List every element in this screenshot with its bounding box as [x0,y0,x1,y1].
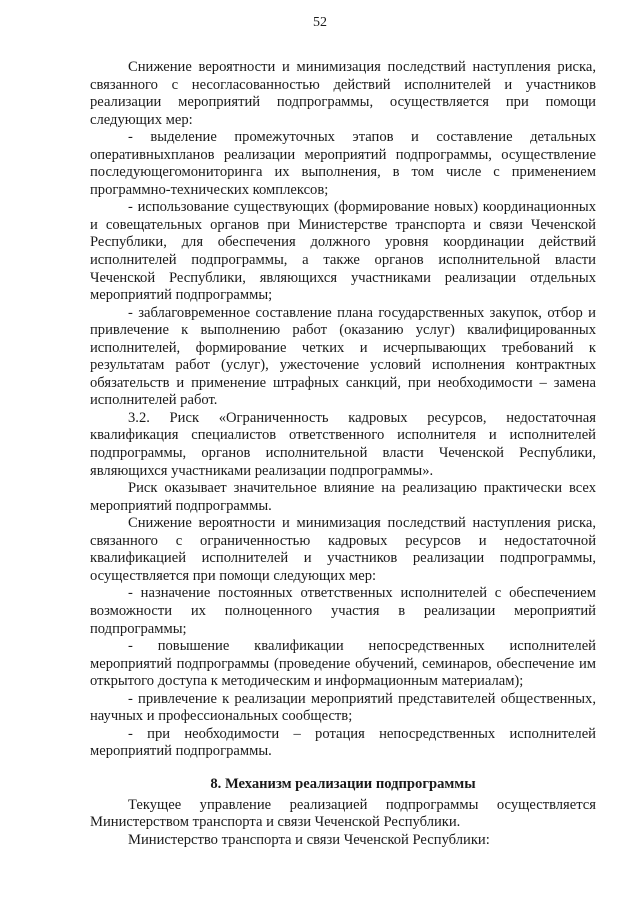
list-item: - выделение промежуточных этапов и составление детальных оперативныхпланов реализации мероприятий подпрограммы, осуществление последующегомониторинга их выполнения, в том числе с применением программно-технических комплексов; [90,129,596,198]
paragraph: Снижение вероятности и минимизация последствий наступления риска, связанного с несогласованностью действий исполнителей и участников реализации мероприятий подпрограммы, осуществляется при помощи следующих мер: [90,59,596,128]
paragraph: Риск оказывает значительное влияние на реализацию практически всех мероприятий подпрограммы. [90,480,596,514]
page-number: 52 [313,15,327,30]
list-item: - назначение постоянных ответственных исполнителей с обеспечением возможности их полноценного участия в реализации мероприятий подпрограммы; [90,585,596,637]
paragraph: 3.2. Риск «Ограниченность кадровых ресурсов, недостаточная квалификация специалистов ответственного исполнителя и исполнителей подпрограммы, органов исполнительной власти Чеченской Республики, являющихся участниками реализации подпрограммы». [90,409,596,479]
document-body [90,59,596,850]
paragraph: Министерство транспорта и связи Чеченской Республики: [128,831,490,848]
list-item: - использование существующих (формирование новых) координационных и совещательных органов при Министерстве транспорта и связи Чеченской Республики, для обеспечения должного уровня координации действий исполнителей подпрограммы, а также органов исполнительной власти Чеченской Республики, являющихся участниками реализации отдельных мероприятий подпрограммы; [90,199,596,304]
list-item: - повышение квалификации непосредственных исполнителей мероприятий подпрограммы (проведение обучений, семинаров, обеспечение им открытого доступа к методическим и информационным материалам); [90,638,596,690]
list-item: - при необходимости – ротация непосредственных исполнителей мероприятий подпрограммы. [90,725,596,760]
list-item: - заблаговременное составление плана государственных закупок, отбор и привлечение к выполнению работ (оказанию услуг) квалифицированных исполнителей, формирование четких и исчерпывающих требований к результатам работ (услуг), ужесточение условий исполнения контрактных обязательств и применение штрафных санкций, при необходимости – замена исполнителей работ. [90,304,596,409]
list-item: - привлечение к реализации мероприятий представителей общественных, научных и профессиональных сообществ; [90,690,596,725]
paragraph: Снижение вероятности и минимизация последствий наступления риска, связанного с ограниченностью кадровых ресурсов и недостаточной квалификацией исполнителей и участников реализации подпрограммы, осуществляется при помощи следующих мер: [90,515,596,584]
paragraph: Текущее управление реализацией подпрограммы осуществляется Министерством транспорта и связи Чеченской Республики. [90,796,596,831]
section-heading: 8. Механизм реализации подпрограммы [210,775,476,792]
